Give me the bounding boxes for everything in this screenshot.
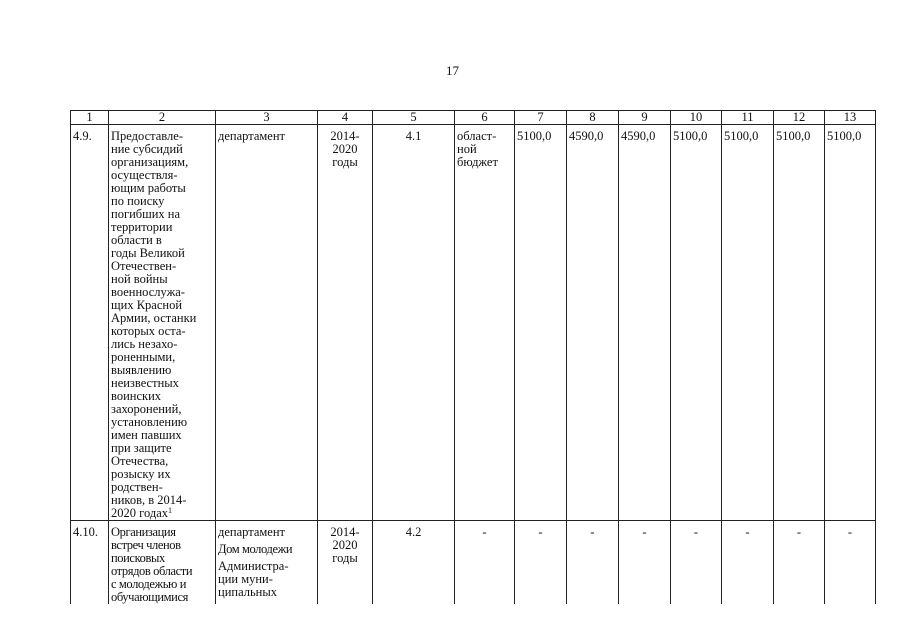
item-description [109, 125, 216, 521]
header-cell: 9 [619, 111, 671, 125]
item-executor [216, 521, 318, 605]
header-cell: 11 [722, 111, 774, 125]
item-number: 4.10. [71, 521, 109, 605]
table-row [71, 125, 876, 521]
value-cell: - [825, 521, 876, 605]
value-cell: - [774, 521, 825, 605]
table-row [71, 521, 876, 605]
program-table [70, 110, 876, 604]
executor-line: департамент [218, 525, 286, 539]
description-text: Предоставле- ние субсидий организациям, осуществля- ющим работы по поиску погибших на территории области в годы Великой Отечествен- ной войны военнослужа- щих Красной Армии, останки которых оста- лись незахо- роненными, выявлению неизвестных воинских захоронений, установлению имен павших при защите Отечества, розыску их родствен- ников, в 2014- 2020 годах [111, 129, 197, 520]
value-cell: - [515, 521, 567, 605]
item-indicator: 4.2 [373, 521, 455, 605]
value-cell: 5100,0 [825, 125, 876, 521]
value-cell: - [567, 521, 619, 605]
item-funding-source: - [455, 521, 515, 605]
item-executor [216, 125, 318, 521]
value-cell: 4590,0 [619, 125, 671, 521]
value-cell: 4590,0 [567, 125, 619, 521]
item-indicator: 4.1 [373, 125, 455, 521]
header-cell: 10 [671, 111, 722, 125]
header-cell: 13 [825, 111, 876, 125]
item-period: 2014- 2020 годы [318, 521, 373, 605]
column-number-header [71, 111, 876, 125]
header-cell: 4 [318, 111, 373, 125]
value-cell: 5100,0 [515, 125, 567, 521]
executor-line: Дом молодежи [218, 542, 293, 556]
value-cell: 5100,0 [671, 125, 722, 521]
item-description: Организация встреч членов поисковых отрядов области с молодежью и обучающимися [109, 521, 216, 605]
header-cell: 3 [216, 111, 318, 125]
header-cell: 5 [373, 111, 455, 125]
item-period: 2014- 2020 годы [318, 125, 373, 521]
value-cell: 5100,0 [774, 125, 825, 521]
footnote-mark: 1 [168, 506, 172, 515]
executor-line: Администра- ции муни- ципальных [218, 559, 289, 599]
item-funding-source: област- ной бюджет [455, 125, 515, 521]
executor-line: департамент [218, 129, 286, 143]
header-cell: 6 [455, 111, 515, 125]
header-cell: 2 [109, 111, 216, 125]
header-cell: 7 [515, 111, 567, 125]
value-cell: - [722, 521, 774, 605]
value-cell: - [671, 521, 722, 605]
header-cell: 1 [71, 111, 109, 125]
header-cell: 12 [774, 111, 825, 125]
page-number: 17 [446, 63, 459, 78]
item-number: 4.9. [71, 125, 109, 521]
value-cell: 5100,0 [722, 125, 774, 521]
header-cell: 8 [567, 111, 619, 125]
value-cell: - [619, 521, 671, 605]
